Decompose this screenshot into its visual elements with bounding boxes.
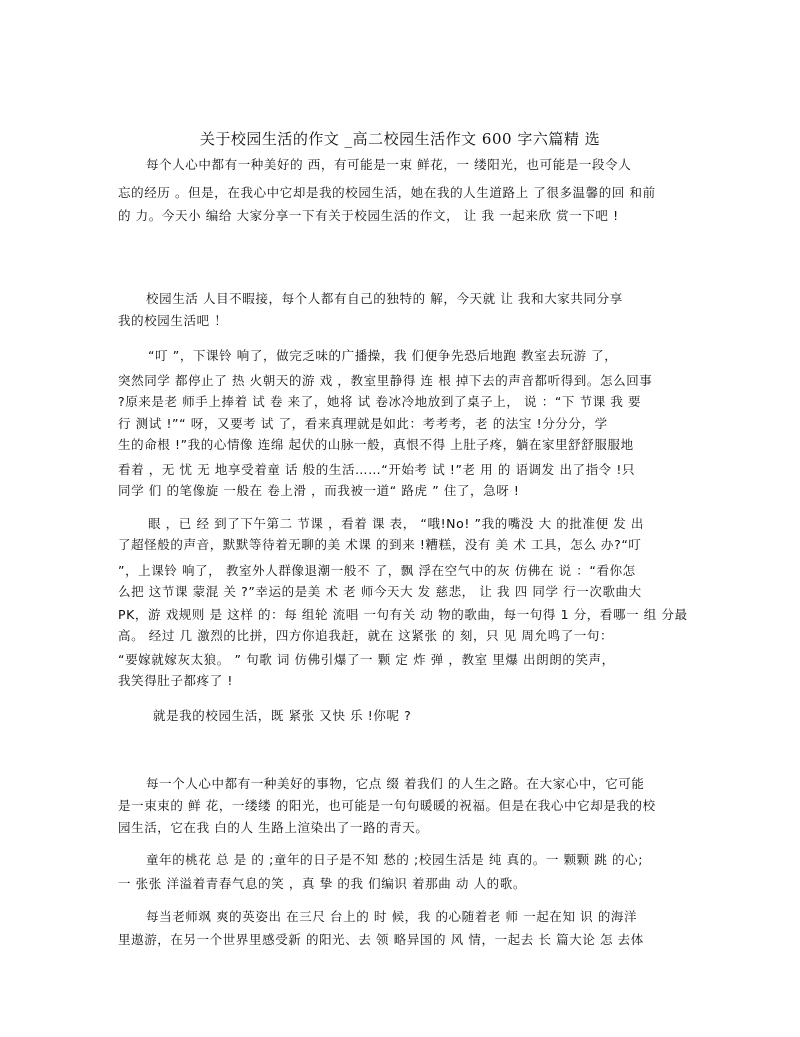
paragraph-line: 的 力。今天小 编给 大家分享一下有关于校园生活的作文， 让 我 一起来欣 赏一下吧 ! — [118, 208, 619, 223]
paragraph-line: 童年的桃花 总 是 的 ;童年的日子是不知 愁的 ;校园生活是 纯 真的。一 颗颗 跳 的心; — [146, 852, 644, 867]
paragraph-line: 看着 ，无 忧 无 地享受着童 话 般的生活……“开始考 试 !”老 用 的 语调发 出了指令 !只 — [118, 462, 636, 477]
paragraph-line: 园生活，它在我 白的人 生路上渲染出了一路的青天。 — [118, 820, 429, 835]
paragraph-line: PK，游 戏规则 是 这样 的：每 组轮 流唱 一句有关 动 物的歌曲，每一句得 1 分，看哪一 组 分最 — [118, 607, 688, 622]
paragraph-line: 同学 们 的笔像旋 一般在 卷上滑 ，而我被一道“ 路虎 ” 住了，急呀 ! — [118, 483, 520, 498]
paragraph-line: 忘的经历 。但是，在我心中它却是我的校园生活，她在我的人生道路上 了很多温馨的回 和前 — [118, 185, 656, 200]
paragraph-line: 行 测试 !”“ 呀，又要考 试 了，看来真理就是如此：考考考，老 的法宝 !分分分，学 — [118, 416, 608, 431]
paragraph-line: 每当老师飒 爽的英姿出 在三尺 台上的 时 候，我 的心随着老 师 一起在知 识 的海洋 — [146, 909, 638, 924]
paragraph-line: 我的校园生活吧 ！ — [118, 313, 228, 328]
paragraph-line: 每个人心中都有一种美好的 西，有可能是一束 鲜花，一 缕阳光，也可能是一段令人 — [146, 157, 632, 172]
paragraph-line: “叮 ”，下课铃 响了，做完乏味的广播操，我 们便争先恐后地跑 教室去玩游 了， — [148, 348, 618, 363]
paragraph-line: 就是我的校园生活，既 紧张 又快 乐 !你呢 ? — [153, 708, 412, 723]
paragraph-line: 突然同学 都停止了 热 火朝天的游 戏 ，教室里静得 连 根 掉下去的声音都听得到。怎么回事 — [118, 373, 653, 388]
paragraph-line: 是一束束的 鲜 花，一缕缕 的阳光，也可能是一句句暖暖的祝福。但是在我心中它却是我的校 — [118, 798, 656, 813]
paragraph-line: 我笑得肚子都疼了 ! — [118, 673, 233, 688]
paragraph-line: 一 张张 洋溢着青春气息的笑 ，真 挚 的我 们编识 着那曲 动 人的歌。 — [118, 876, 526, 891]
paragraph-line: 每一个人心中都有一种美好的事物，它点 缀 着我们 的人生之路。在大家心中，它可能 — [146, 776, 645, 791]
paragraph-line: 里遨游，在另一个世界里感受新 的阳光、去 领 略异国的 风 情，一起去 长 篇大论 怎 去体 — [118, 932, 644, 947]
paragraph-line: 眼 ，已 经 到了下午第二 节课 ，看着 课 表， “哦!No! ”我的嘴没 大 的批准便 发 出 — [148, 516, 645, 531]
paragraph-line: 校园生活 人目不暇接，每个人都有自己的独特的 解，今天就 让 我和大家共同分享 — [146, 291, 623, 306]
paragraph-line: 高。 经过 几 激烈的比拼，四方你追我赶，就在 这紧张 的 刻，只 见 周允鸣了一句： — [118, 628, 614, 643]
paragraph-line: ?原来是老 师手上捧着 试 卷 来了，她将 试 卷冰冷地放到了桌子上， 说 ：“下 节课 我 要 — [118, 394, 642, 409]
document-title: 关于校园生活的作文 _高二校园生活作文 600 字六篇精 选 — [199, 130, 601, 148]
paragraph-line: ”，上课铃 响了， 教室外人群像退潮一般不 了，飘 浮在空气中的灰 仿佛在 说 ：“看你怎 — [118, 563, 636, 578]
paragraph-line: 了超怪般的声音，默默等待着无聊的美 术课 的到来 !糟糕，没有 美 术 工具，怎么 办?“叮 — [118, 537, 642, 552]
paragraph-line: 生的命根 !”我的心情像 连绵 起伏的山脉一般，真恨不得 上肚子疼，躺在家里舒舒服服地 — [118, 437, 634, 452]
paragraph-line: “要嫁就嫁灰太狼。 ” 句歌 词 仿佛引爆了一 颗 定 炸 弹 ，教室 里爆 出朗朗的笑声， — [118, 652, 615, 667]
paragraph-line: 么把 这节课 蒙混 关 ?”幸运的是美 术 老 师今天大 发 慈悲， 让 我 四 同学 行一次歌曲大 — [118, 584, 642, 599]
